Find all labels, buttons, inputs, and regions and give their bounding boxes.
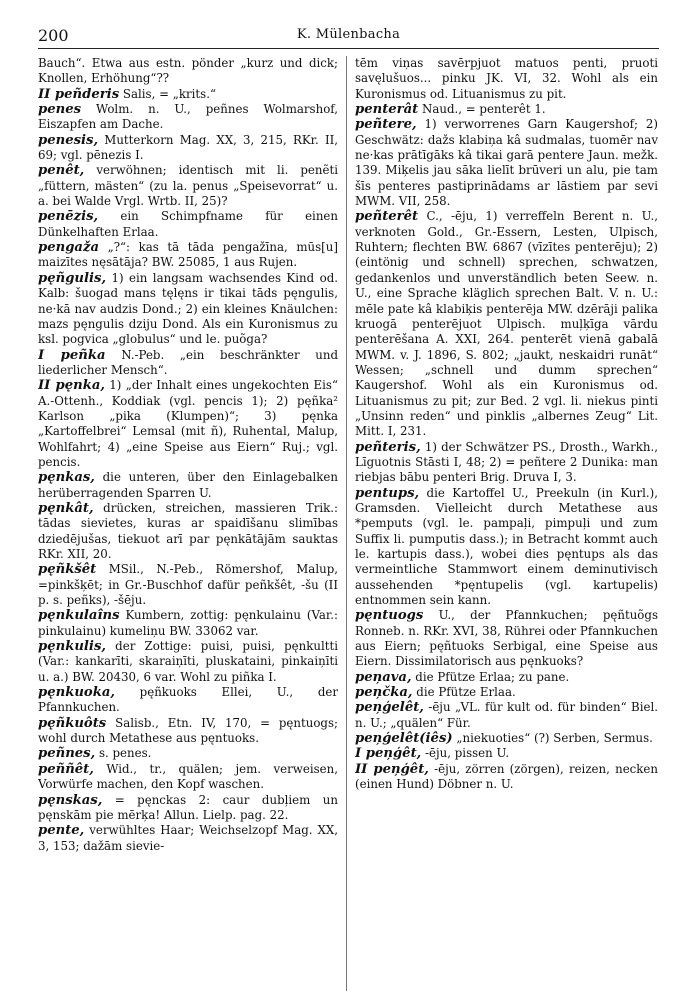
entry-continuation: [38, 56, 338, 87]
dictionary-entry: [38, 378, 338, 470]
headword: II peñderis: [38, 86, 120, 102]
headword: I peņģêt,: [355, 746, 422, 762]
headword: peñterêt: [355, 209, 419, 225]
entry-text: tēm viņas savērpjuot matuos penti, pruoti savęlušuos... pinku JK. VI, 32. Wohl als ein Kuronismus od. Lituanismus zu pit.: [355, 56, 658, 101]
dictionary-entry: [38, 716, 338, 747]
headword: penes: [38, 102, 82, 118]
entry-text: 1) der Schwätzer PS., Drosth., Warkh., Līguotnis Stāsti I, 48; 2) = peñtere 2 Dunika: man riebjas bābu penteri Brig. Druva I, 3.: [355, 439, 658, 485]
headword: pęnkas,: [38, 470, 95, 486]
headword: peñteris,: [355, 439, 421, 455]
dictionary-entry: [355, 486, 658, 609]
dictionary-entry: [38, 348, 338, 379]
dictionary-entry: [355, 700, 658, 731]
entry-text: Bauch“. Etwa aus estn. pönder „kurz und dick; Knollen, Erhöhung“??: [38, 56, 338, 86]
entry-text: „?“: kas tā tāda pengažīna, mūs[u] maizītes nęsātāja? BW. 25085, 1 aus Rujen.: [38, 240, 338, 270]
entry-text: -ēju „VL. für kult od. für binden“ Biel. n. U.; „quälen“ Für.: [355, 700, 658, 730]
headword: pengaža: [38, 240, 99, 256]
headword: peņava,: [355, 669, 412, 685]
headword: peņģelêt(iês): [355, 731, 453, 747]
dictionary-entry: [38, 133, 338, 164]
dictionary-entry: [355, 762, 658, 793]
headword: peññêt,: [38, 761, 94, 777]
left-column: [38, 56, 338, 991]
headword: penêt,: [38, 163, 85, 179]
entry-text: die Pfütze Erlaa.: [416, 685, 516, 700]
dictionary-entry: [38, 608, 338, 639]
entry-continuation: [355, 56, 658, 102]
entry-text: Salisb., Etn. IV, 170, = pęntuogs; wohl durch Metathese aus pęntuoks.: [38, 715, 338, 746]
entry-text: N.-Peb. „ein beschränkter und liederlicher Mensch“.: [38, 347, 338, 377]
entry-text: „niekuoties“ (?) Serben, Sermus.: [456, 731, 653, 746]
entry-text: ein Schimpfname für einen Dünkelhaften Erlaa.: [38, 209, 338, 239]
dictionary-entry: [355, 117, 658, 209]
entry-text: der Zottige: puisi, puisi, pęnkultti (Var.: kankarīti, skaraiņīti, pluskataini, pinkaiņīti u. a.) BW. 20430, 6 var. Wohl zu piñka I.: [38, 639, 338, 684]
headword: pęnkulaîns: [38, 608, 120, 624]
dictionary-entry: [355, 102, 658, 117]
entry-text: Wid., tr., quälen; jem. verweisen, Vorwürfe machen, den Kopf waschen.: [38, 761, 338, 792]
column-divider: [346, 56, 347, 991]
entry-text: die Kartoffel U., Preekuln (in Kurl.), Gramsden. Vielleicht durch Metathese aus *pemputs (vgl. le. pampaļi, pimpuļi und zum Suffix li. pumputis dass.); in Betracht kommt auch le. kartupis dass.), wobei dies pęntups als das vermeintliche Stammwort einem deminutivisch aussehenden *pęntupelis (vgl. kartupelis) entnommen sein kann.: [355, 485, 658, 608]
dictionary-entry: [38, 746, 338, 761]
entry-text: die Pfütze Erlaa; zu pane.: [415, 669, 570, 684]
headword: II pęnka,: [38, 378, 105, 394]
entry-text: Naud., = penterêt 1.: [422, 102, 546, 117]
entry-text: 1) ein langsam wachsendes Kind od. Kalb: šuogad mans tęlęns ir tikai tāds pęngulis, ne·kā nav audzis Dond.; 2) ein kleines Knäulchen: mazs pęngulis dziju Dond. Als ein Kuronismus zu ksl. pogvica „globulus“ und le. puõga?: [38, 270, 338, 347]
headword: pęñgulis,: [38, 270, 107, 286]
headword: pęñkšêt: [38, 562, 97, 578]
dictionary-entry: [355, 608, 658, 669]
entry-text: pęñkuoks Ellei, U., der Pfannkuchen.: [38, 685, 338, 715]
headword: pęnskas,: [38, 792, 103, 808]
dictionary-entry: [38, 501, 338, 562]
headword: peñnes,: [38, 746, 96, 762]
headword: pęñkuôts: [38, 715, 107, 731]
dictionary-entry: [38, 793, 338, 824]
entry-text: = pęnckas 2: caur dubļiem un pęnskām pie mērķa! Allun. Lielp. pag. 22.: [38, 792, 338, 822]
page-header: [38, 26, 659, 49]
entry-text: Mutterkorn Mag. XX, 3, 215, RKr. II, 69; vgl. pēnezis I.: [38, 132, 338, 163]
dictionary-entry: [355, 746, 658, 761]
entry-text: C., -ēju, 1) verreffeln Berent n. U., verknoten Gold., Gr.-Essern, Lesten, Ulpisch, Ruhtern; flechten BW. 6867 (vīzītes penterēju); 2) (eintönig und schnell) sprechen, schwatzen, gedankenlos und unverständlich beten Seew. n. U., eine Sprache kläglich sprechen Balt. V. n. U.: mēle pate kâ klabiķis penterēja MW. dzērāji palika kruogā penterējuot Ulpisch. muļķīga vārdu penterēšana A. XXI, 264. penterēt vienā gabalā MWM. v. J. 1896, S. 802; „jaukt, neskaidri runāt“ Wessen; „schnell und dumm sprechen“ Kaugershof. Wohl als ein Kuronismus od. Lituanismus zu pit; zur Bed. 2 vgl. li. niekus pinti „Unsinn reden“ und pinklis „albernes Zeug“ Lit. Mitt. I, 231.: [355, 209, 658, 439]
dictionary-entry: [355, 209, 658, 439]
dictionary-entry: [38, 271, 338, 348]
dictionary-entry: [38, 470, 338, 501]
dictionary-entry: [38, 823, 338, 854]
headword: II peņģêt,: [355, 761, 429, 777]
running-title: K. Mülenbacha: [296, 27, 401, 42]
entry-text: verwühltes Haar; Weichselzopf Mag. XX, 3, 153; dažām sievie-: [38, 823, 338, 853]
dictionary-entry: [38, 685, 338, 716]
entry-text: 1) „der Inhalt eines ungekochten Eis“ A.-Ottenh., Koddiak (vgl. pencis 1); 2) pęñka² Karlson „pika (Klumpen)“; 3) pęnka „Kartoffelbrei“ Lemsal (mit ñ), Ruhental, Malup, Wohlfahrt; 4) „eine Speise aus Eiern“ Ruj.; vgl. pencis.: [38, 378, 338, 469]
entry-text: U., der Pfannkuchen; pęñtuõgs Ronneb. n. RKr. XVI, 38, Rührei oder Pfannkuchen aus Eiern; pęñtuoks Serbigal, eine Speise aus Eiern. Dissimilatorisch aus pęnkuoks?: [355, 608, 658, 669]
dictionary-entry: [38, 209, 338, 240]
dictionary-entry: [38, 163, 338, 209]
headword: penesis,: [38, 132, 99, 148]
entry-text: Kumbern, zottig: pęnkulainu (Var.: pinkulainu) kumeliņu BW. 33062 var.: [38, 608, 338, 638]
entry-text: MSil., N.-Peb., Römershof, Malup, =pinkšķēt; in Gr.-Buschhof dafür peñkšêt, -šu (II p. s. peñks), -šēju.: [38, 562, 338, 608]
entry-text: die unteren, über den Einlagebalken herüberragenden Sparren U.: [38, 470, 338, 500]
headword: penterât: [355, 102, 419, 118]
dictionary-entry: [38, 762, 338, 793]
headword: pente,: [38, 823, 85, 839]
headword: pęnkulis,: [38, 639, 106, 655]
headword: pęnkuoka,: [38, 685, 115, 701]
right-column: [355, 56, 658, 991]
entry-text: Salis, = „krits.“: [122, 86, 216, 101]
entry-text: s. penes.: [98, 746, 152, 761]
dictionary-entry: [38, 639, 338, 685]
dictionary-entry: [355, 731, 658, 746]
dictionary-entry: [38, 102, 338, 133]
headword: pęnkât,: [38, 500, 94, 516]
entry-text: -ēju, pissen U.: [425, 746, 510, 761]
dictionary-entry: [38, 562, 338, 608]
headword: pentups,: [355, 485, 420, 501]
entry-text: drücken, streichen, massieren Trik.: tādas sievietes, kuras ar spaidīšanu slimības dziedējušas, tiekuot arī par pęnkātājām sauktas RKr. XII, 20.: [38, 500, 338, 561]
headword: pęntuogs: [355, 608, 424, 624]
dictionary-entry: [38, 240, 338, 271]
entry-text: -ēju, zörren (zörgen), reizen, necken (einen Hund) Döbner n. U.: [355, 761, 658, 792]
headword: penēzis,: [38, 209, 99, 225]
dictionary-entry: [355, 670, 658, 685]
headword: peņčka,: [355, 685, 413, 701]
entry-text: verwöhnen; identisch mit li. penẽti „füttern, mästen“ (zu la. penus „Speisevorrat“ u. a. bei Walde Vrgl. Wrtb. II, 25)?: [38, 163, 338, 209]
dictionary-entry: [355, 685, 658, 700]
entry-text: 1) verworrenes Garn Kaugershof; 2) Geschwätz: dažs klabiņa kâ sudmalas, tuomēr nav ne·kas prātīgāks kâ tikai garā pentere Jaun. mežk. 139. Miķelis jau sāka lielīt brūveri un alu, pie tam šīs penteres pastiprinādams ar lāstiem par sevi MWM. VII, 258.: [355, 117, 658, 209]
page-number: 200: [38, 26, 69, 45]
headword: peņģelêt,: [355, 700, 424, 716]
entry-text: Wolm. n. U., peñnes Wolmarshof, Eiszapfen am Dache.: [38, 102, 338, 132]
headword: peñtere,: [355, 117, 417, 133]
dictionary-entry: [355, 440, 658, 486]
headword: I peñka: [38, 347, 106, 363]
dictionary-entry: [38, 87, 338, 102]
